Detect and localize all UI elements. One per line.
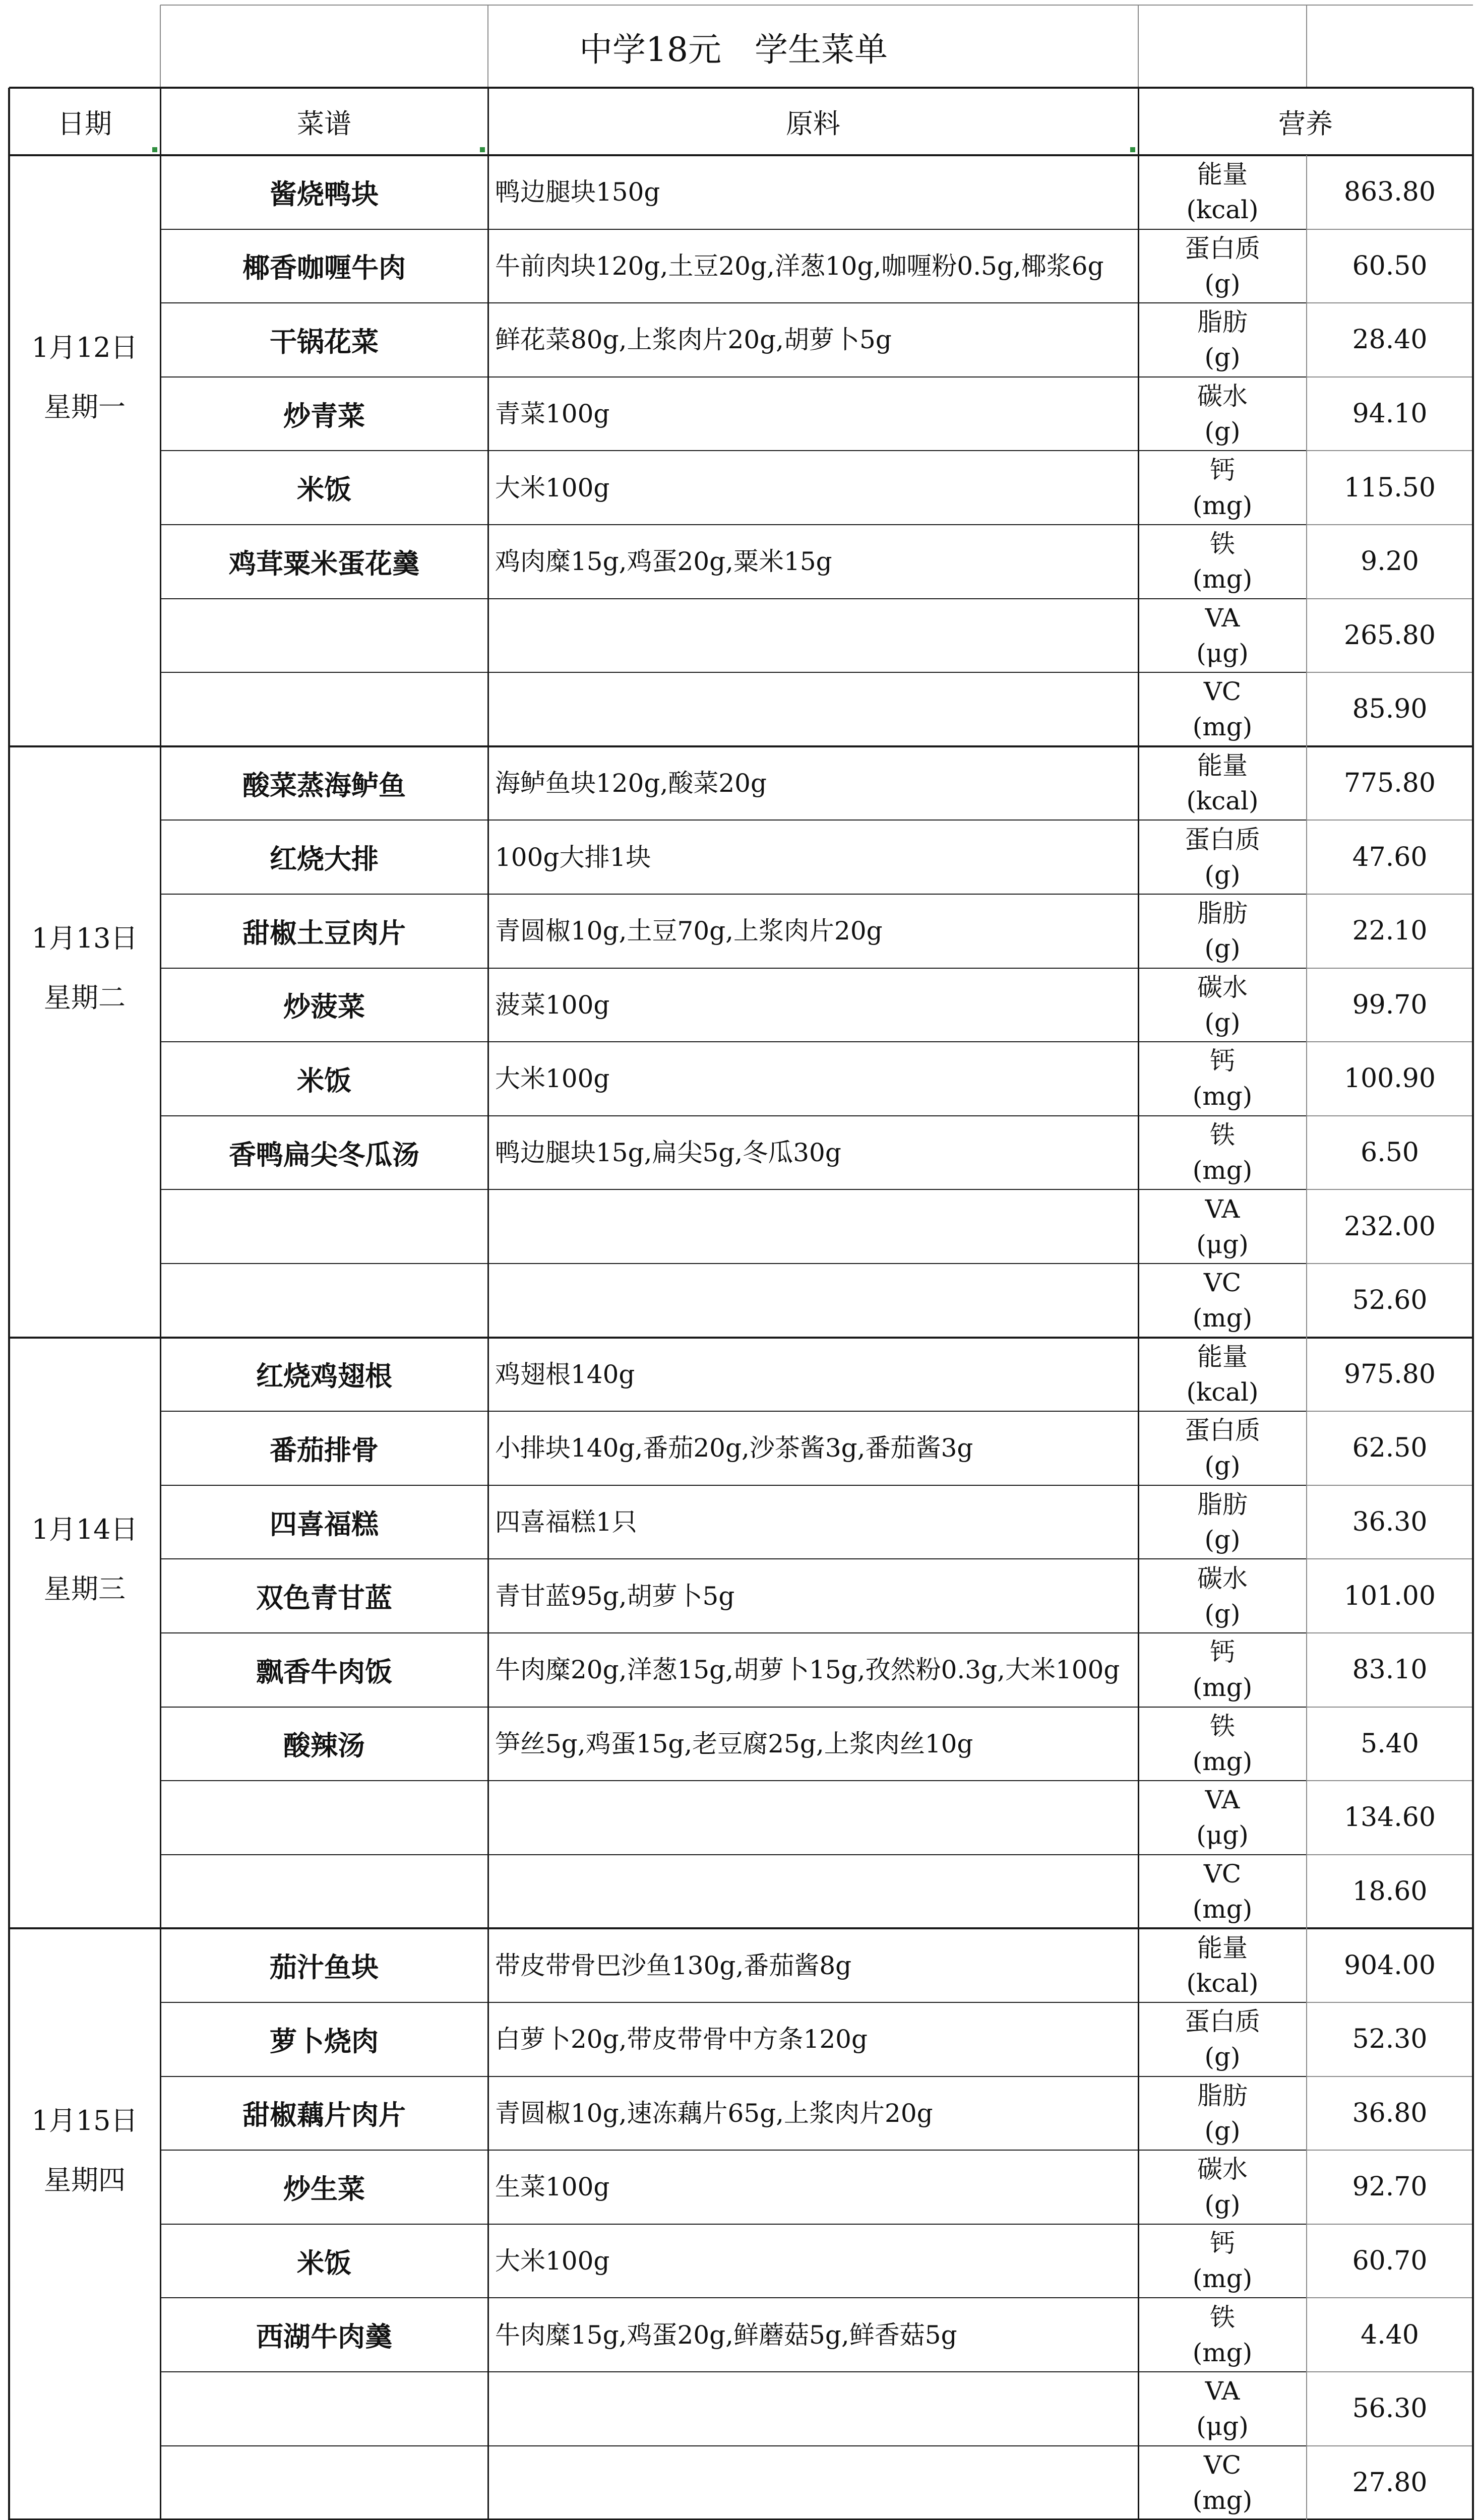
ingredient-list: 青圆椒10g,土豆70g,上浆肉片20g (495, 916, 883, 946)
nutrient-label (1138, 1189, 1307, 1264)
grid-line (1307, 2224, 1473, 2225)
nutrient-unit: (g) (1204, 343, 1241, 372)
nutrient-unit: (μg) (1196, 638, 1249, 668)
nutrient-value: 52.30 (1352, 2024, 1428, 2055)
nutrient-unit: (g) (1204, 934, 1241, 964)
grid-line (1306, 155, 1307, 2520)
grid-line (1307, 2445, 1473, 2446)
nutrient-unit: (mg) (1192, 564, 1253, 594)
nutrient-value: 99.70 (1352, 989, 1428, 1020)
day-date-cell (9, 1338, 160, 1929)
nutrient-name: 蛋白质 (1185, 825, 1260, 854)
nutrient-label (1138, 1633, 1307, 1707)
nutrient-unit: (mg) (1192, 1156, 1253, 1185)
nutrient-unit: (μg) (1196, 1820, 1249, 1850)
grid-line (1307, 1041, 1473, 1042)
nutrient-name: 碳水 (1197, 1563, 1248, 1593)
nutrient-value: 60.70 (1352, 2246, 1428, 2277)
grid-line (1307, 672, 1473, 673)
nutrient-value: 134.60 (1344, 1802, 1436, 1833)
nutrient-value: 232.00 (1344, 1211, 1436, 1242)
nutrient-name: 蛋白质 (1185, 1416, 1260, 1445)
grid-line (1307, 1632, 1473, 1633)
ingredient-list (488, 1189, 1138, 1264)
nutrient-unit: (μg) (1196, 2412, 1249, 2441)
ingredient-list: 海鲈鱼块120g,酸菜20g (495, 769, 767, 798)
nutrient-label (1138, 1338, 1307, 1412)
day-date-cell (9, 1928, 160, 2519)
dish-name: 酸辣汤 (283, 1729, 365, 1762)
nutrient-label (1138, 2446, 1307, 2520)
nutrient-value: 18.60 (1352, 1876, 1428, 1907)
day-weekday: 星期二 (44, 982, 126, 1014)
nutrient-unit: (kcal) (1186, 1968, 1259, 1998)
grid-line (1472, 88, 1474, 2520)
ingredient-list: 青菜100g (495, 399, 610, 429)
nutrient-unit: (g) (1204, 1451, 1241, 1481)
nutrient-name: VC (1203, 1268, 1242, 1298)
grid-line (160, 2076, 1307, 2077)
nutrient-value: 47.60 (1352, 842, 1428, 872)
nutrient-name: VA (1205, 603, 1240, 633)
grid-line (160, 1263, 1307, 1264)
nutrient-label (1138, 2002, 1307, 2076)
nutrient-unit: (g) (1204, 1599, 1241, 1628)
ingredient-list: 鲜花菜80g,上浆肉片20g,胡萝卜5g (495, 325, 892, 355)
nutrient-unit: (g) (1204, 1007, 1241, 1037)
header-date[interactable]: 日期 (57, 107, 112, 140)
nutrient-value: 863.80 (1344, 177, 1436, 208)
grid-line (1307, 1411, 1473, 1412)
nutrient-name: 钙 (1210, 1046, 1235, 1076)
grid-line (8, 88, 10, 2520)
nutrient-unit: (mg) (1192, 2264, 1253, 2294)
nutrient-name: 钙 (1210, 2229, 1235, 2258)
nutrient-name: VA (1205, 1194, 1240, 1224)
grid-line (1307, 2002, 1473, 2003)
nutrient-name: 蛋白质 (1185, 233, 1260, 263)
dish-name: 红烧鸡翅根 (256, 1360, 392, 1393)
nutrient-label (1138, 1855, 1307, 1929)
nutrient-label (1138, 1781, 1307, 1855)
dish-name (160, 672, 488, 746)
dish-name: 茄汁鱼块 (270, 1951, 379, 1984)
nutrient-unit: (g) (1204, 269, 1241, 298)
dish-name: 四喜福糕 (270, 1507, 379, 1540)
dish-name: 甜椒土豆肉片 (242, 916, 406, 949)
grid-line (1138, 5, 1139, 88)
nutrient-label (1138, 1928, 1307, 2002)
ingredient-list: 大米100g (495, 2246, 610, 2276)
nutrient-value: 36.30 (1352, 1507, 1428, 1538)
dish-name: 酸菜蒸海鲈鱼 (242, 769, 406, 801)
nutrient-value: 92.70 (1352, 2172, 1428, 2202)
nutrient-value: 36.80 (1352, 2098, 1428, 2128)
grid-line (1307, 2076, 1473, 2077)
ingredient-list: 鸡肉糜15g,鸡蛋20g,粟米15g (495, 547, 832, 577)
day-date: 1月12日 (31, 331, 138, 363)
nutrient-name: 脂肪 (1197, 307, 1248, 337)
nutrient-name: 钙 (1210, 1637, 1235, 1667)
grid-line (160, 1485, 1307, 1486)
grid-line (160, 1558, 1307, 1559)
nutrient-name: VC (1203, 2450, 1242, 2480)
grid-line (1307, 450, 1473, 451)
grid-line (160, 2371, 1307, 2372)
ingredient-list: 鸭边腿块150g (495, 177, 660, 207)
grid-line (160, 894, 1307, 895)
nutrient-label (1138, 894, 1307, 968)
grid-line (1307, 1854, 1473, 1855)
nutrient-value: 265.80 (1344, 620, 1436, 651)
grid-line (1138, 88, 1139, 2520)
ingredient-list: 鸭边腿块15g,扁尖5g,冬瓜30g (495, 1138, 841, 1168)
nutrient-name: 铁 (1210, 1120, 1235, 1150)
ingredient-list: 青甘蓝95g,胡萝卜5g (495, 1581, 735, 1611)
day-date: 1月14日 (31, 1514, 138, 1546)
ingredient-list: 笋丝5g,鸡蛋15g,老豆腐25g,上浆肉丝10g (495, 1729, 973, 1758)
page-title: 中学18元 学生菜单 (579, 30, 888, 69)
nutrient-name: 脂肪 (1197, 1490, 1248, 1520)
grid-line (1307, 1485, 1473, 1486)
grid-line (160, 450, 1307, 451)
dish-name: 米饭 (297, 473, 351, 506)
nutrient-label (1138, 2150, 1307, 2224)
grid-line (160, 820, 1307, 821)
filter-marker-icon[interactable] (1130, 147, 1135, 152)
ingredient-list: 青圆椒10g,速冻藕片65g,上浆肉片20g (495, 2098, 933, 2128)
dish-name (160, 1781, 488, 1855)
grid-line (160, 1707, 1307, 1708)
nutrient-unit: (g) (1204, 860, 1241, 890)
nutrient-label (1138, 1042, 1307, 1116)
nutrient-unit: (kcal) (1186, 195, 1259, 225)
nutrient-name: 能量 (1197, 1933, 1248, 1963)
grid-line (160, 5, 161, 88)
nutrient-name: 钙 (1210, 455, 1235, 485)
nutrient-unit: (mg) (1192, 1746, 1253, 1776)
nutrient-name: 碳水 (1197, 972, 1248, 1002)
grid-line (160, 2150, 1307, 2151)
nutrient-name: 碳水 (1197, 382, 1248, 411)
filter-marker-icon[interactable] (480, 147, 485, 152)
nutrient-value: 775.80 (1344, 768, 1436, 799)
dish-name (160, 1189, 488, 1264)
nutrient-name: 铁 (1210, 2302, 1235, 2332)
grid-line (160, 1041, 1307, 1042)
dish-name: 炒青菜 (283, 399, 365, 432)
dish-name (160, 1855, 488, 1929)
grid-line (160, 2224, 1307, 2225)
nutrient-value: 56.30 (1352, 2393, 1428, 2424)
nutrient-name: 能量 (1197, 1342, 1248, 1371)
nutrient-value: 100.90 (1344, 1063, 1436, 1094)
ingredient-list: 菠菜100g (495, 990, 610, 1020)
nutrient-name: VA (1205, 2376, 1240, 2406)
nutrient-value: 22.10 (1352, 916, 1428, 947)
dish-name: 飘香牛肉饭 (256, 1655, 392, 1688)
nutrient-unit: (mg) (1192, 1303, 1253, 1333)
grid-line (1307, 302, 1473, 303)
ingredient-list (488, 599, 1138, 673)
filter-marker-icon[interactable] (152, 147, 157, 152)
grid-line (1307, 2371, 1473, 2372)
nutrient-value: 27.80 (1352, 2467, 1428, 2498)
ingredient-list (488, 2372, 1138, 2446)
nutrient-value: 60.50 (1352, 250, 1428, 281)
grid-line (487, 88, 489, 2520)
nutrient-label (1138, 2298, 1307, 2372)
grid-line (160, 229, 1307, 230)
dish-name: 米饭 (297, 2246, 351, 2279)
ingredient-list: 小排块140g,番茄20g,沙茶酱3g,番茄酱3g (495, 1433, 973, 1463)
nutrient-value: 85.90 (1352, 694, 1428, 725)
nutrient-unit: (mg) (1192, 1082, 1253, 1111)
nutrient-label (1138, 451, 1307, 525)
ingredient-list: 四喜福糕1只 (495, 1507, 637, 1537)
grid-line (1307, 1558, 1473, 1559)
dish-name: 酱烧鸭块 (270, 177, 379, 210)
grid-line (1306, 5, 1307, 88)
ingredient-list (488, 1781, 1138, 1855)
dish-name: 鸡茸粟米蛋花羹 (229, 547, 419, 580)
nutrient-unit: (g) (1204, 2116, 1241, 2146)
grid-line (1307, 524, 1473, 525)
ingredient-list (488, 672, 1138, 746)
nutrient-label (1138, 1559, 1307, 1633)
nutrient-label (1138, 377, 1307, 451)
grid-line (487, 5, 488, 88)
nutrient-name: 铁 (1210, 1711, 1235, 1741)
ingredient-list: 100g大排1块 (495, 842, 651, 872)
grid-line (160, 1189, 1307, 1190)
nutrient-name: 脂肪 (1197, 899, 1248, 928)
nutrient-value: 6.50 (1361, 1138, 1419, 1168)
nutrient-unit: (kcal) (1186, 786, 1259, 816)
nutrient-value: 101.00 (1344, 1581, 1436, 1611)
nutrient-label (1138, 1707, 1307, 1781)
grid-line (160, 88, 161, 2520)
grid-line (160, 1780, 1307, 1781)
nutrient-label (1138, 155, 1307, 229)
nutrient-unit: (g) (1204, 2190, 1241, 2220)
dish-name: 香鸭扁尖冬瓜汤 (229, 1138, 419, 1171)
nutrient-label (1138, 1485, 1307, 1559)
grid-line (160, 672, 1307, 673)
grid-line (1307, 1115, 1473, 1116)
nutrient-unit: (mg) (1192, 2338, 1253, 2367)
grid-line (1307, 1780, 1473, 1781)
nutrient-label (1138, 820, 1307, 894)
nutrient-label (1138, 746, 1307, 821)
header-ingredients[interactable]: 原料 (786, 107, 840, 140)
nutrient-value: 83.10 (1352, 1655, 1428, 1685)
grid-line (1307, 820, 1473, 821)
dish-name: 番茄排骨 (270, 1433, 379, 1466)
nutrient-value: 4.40 (1361, 2319, 1419, 2350)
nutrient-unit: (mg) (1192, 1673, 1253, 1703)
nutrient-value: 5.40 (1361, 1728, 1419, 1759)
ingredient-list: 白萝卜20g,带皮带骨中方条120g (495, 2025, 868, 2054)
nutrient-name: VC (1203, 677, 1242, 707)
header-menu[interactable]: 菜谱 (297, 107, 351, 140)
grid-line (160, 5, 1473, 6)
day-weekday: 星期三 (44, 1573, 126, 1605)
nutrient-name: 铁 (1210, 529, 1235, 559)
day-weekday: 星期一 (44, 391, 126, 423)
grid-line (160, 598, 1307, 599)
nutrient-label (1138, 968, 1307, 1042)
ingredient-list (488, 2446, 1138, 2520)
grid-line (160, 2297, 1307, 2298)
grid-line (1307, 376, 1473, 377)
grid-line (1307, 1707, 1473, 1708)
dish-name (160, 2372, 488, 2446)
nutrient-unit: (mg) (1192, 1895, 1253, 1924)
dish-name: 炒菠菜 (283, 990, 365, 1023)
grid-line (1307, 1189, 1473, 1190)
nutrient-value: 28.40 (1352, 325, 1428, 355)
dish-name: 甜椒藕片肉片 (242, 2099, 406, 2131)
ingredient-list (488, 1855, 1138, 1929)
grid-line (9, 87, 1473, 89)
grid-line (160, 2002, 1307, 2003)
ingredient-list: 牛肉糜20g,洋葱15g,胡萝卜15g,孜然粉0.3g,大米100g (495, 1655, 1120, 1685)
day-weekday: 星期四 (44, 2164, 126, 2196)
nutrient-value: 94.10 (1352, 399, 1428, 429)
dish-name: 炒生菜 (283, 2172, 365, 2205)
ingredient-list: 生菜100g (495, 2172, 610, 2202)
dish-name: 椰香咖喱牛肉 (242, 251, 406, 284)
day-date-cell (9, 155, 160, 746)
nutrient-unit: (g) (1204, 417, 1241, 447)
nutrient-unit: (g) (1204, 1525, 1241, 1555)
grid-line (1307, 2297, 1473, 2298)
ingredient-list: 牛前肉块120g,土豆20g,洋葱10g,咖喱粉0.5g,椰浆6g (495, 251, 1104, 281)
nutrient-label (1138, 1264, 1307, 1338)
grid-line (1307, 598, 1473, 599)
nutrient-label (1138, 1116, 1307, 1190)
grid-line (1307, 968, 1473, 969)
ingredient-list: 带皮带骨巴沙鱼130g,番茄酱8g (495, 1950, 852, 1980)
nutrient-label (1138, 229, 1307, 303)
nutrient-name: 蛋白质 (1185, 2007, 1260, 2037)
nutrient-value: 9.20 (1361, 546, 1419, 577)
dish-name (160, 599, 488, 673)
grid-line (160, 968, 1307, 969)
nutrient-value: 904.00 (1344, 1950, 1436, 1981)
nutrient-name: 能量 (1197, 160, 1248, 190)
nutrient-name: VC (1203, 1859, 1242, 1889)
ingredient-list: 鸡翅根140g (495, 1359, 635, 1389)
nutrient-unit: (μg) (1196, 1229, 1249, 1259)
nutrient-label (1138, 2224, 1307, 2298)
grid-line (160, 302, 1307, 303)
dish-name: 双色青甘蓝 (256, 1582, 392, 1614)
ingredient-list: 牛肉糜15g,鸡蛋20g,鲜蘑菇5g,鲜香菇5g (495, 2320, 957, 2350)
day-date: 1月13日 (31, 922, 138, 955)
nutrient-unit: (g) (1204, 2042, 1241, 2072)
nutrient-name: 碳水 (1197, 2155, 1248, 2184)
grid-line (1307, 2150, 1473, 2151)
nutrient-value: 52.60 (1352, 1285, 1428, 1316)
nutrient-label (1138, 2372, 1307, 2446)
dish-name: 西湖牛肉羹 (256, 2320, 392, 2353)
grid-line (160, 2445, 1307, 2446)
nutrient-unit: (mg) (1192, 2485, 1253, 2515)
nutrient-name: 能量 (1197, 751, 1248, 781)
nutrient-label (1138, 672, 1307, 746)
grid-line (1307, 229, 1473, 230)
grid-line (160, 1854, 1307, 1855)
grid-line (160, 1411, 1307, 1412)
grid-line (160, 376, 1307, 377)
grid-line (1307, 894, 1473, 895)
nutrient-label (1138, 2076, 1307, 2151)
grid-line (1307, 1263, 1473, 1264)
day-date-cell (9, 746, 160, 1338)
nutrient-label (1138, 525, 1307, 599)
nutrient-name: VA (1205, 1785, 1240, 1815)
nutrient-label (1138, 599, 1307, 673)
dish-name: 米饭 (297, 1064, 351, 1097)
nutrient-label (1138, 303, 1307, 377)
dish-name: 红烧大排 (270, 843, 379, 875)
nutrient-value: 115.50 (1344, 472, 1436, 503)
dish-name (160, 2446, 488, 2520)
header-nutrition[interactable]: 营养 (1278, 107, 1333, 140)
ingredient-list (488, 1264, 1138, 1338)
ingredient-list: 大米100g (495, 1064, 610, 1094)
nutrient-unit: (mg) (1192, 712, 1253, 742)
dish-name (160, 1264, 488, 1338)
dish-name: 萝卜烧肉 (270, 2025, 379, 2057)
nutrient-unit: (mg) (1192, 490, 1253, 520)
grid-line (160, 1115, 1307, 1116)
day-date: 1月15日 (31, 2104, 138, 2136)
nutrient-unit: (kcal) (1186, 1377, 1259, 1407)
grid-line (160, 524, 1307, 525)
dish-name: 干锅花菜 (270, 325, 379, 358)
grid-line (160, 1632, 1307, 1633)
nutrient-name: 脂肪 (1197, 2081, 1248, 2110)
nutrient-value: 62.50 (1352, 1433, 1428, 1464)
nutrient-label (1138, 1411, 1307, 1485)
ingredient-list: 大米100g (495, 473, 610, 502)
nutrient-value: 975.80 (1344, 1359, 1436, 1390)
